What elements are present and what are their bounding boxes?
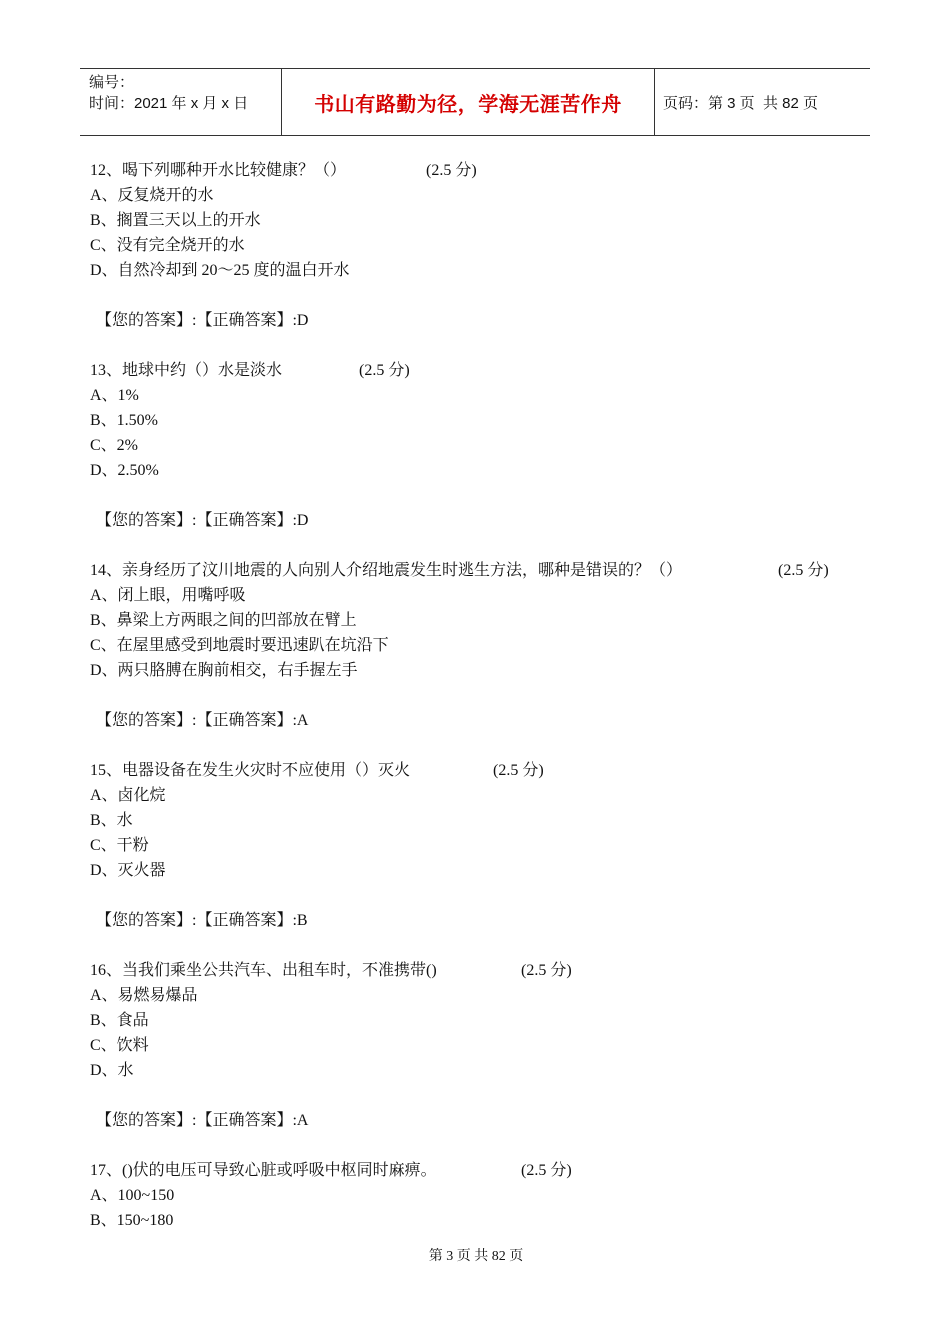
question-title-line <box>90 158 870 183</box>
question-score: (2.5 分) <box>359 362 410 379</box>
header-time: 时间：2021 年 x 月 x 日 <box>89 95 249 112</box>
question-block <box>90 158 870 358</box>
question-title-line <box>90 758 870 783</box>
header-number: 编号： <box>89 74 135 91</box>
answer-option: D、水 <box>90 1062 134 1079</box>
answer-option: C、2% <box>90 437 139 454</box>
header-motto-cell <box>282 69 655 135</box>
question-title: 16、当我们乘坐公共汽车、出租车时，不准携带() <box>90 962 437 979</box>
answer-option: A、1% <box>90 387 139 404</box>
answer-option: D、两只胳膊在胸前相交，右手握左手 <box>90 662 358 679</box>
answer-option: A、卤化烷 <box>90 787 166 804</box>
question-title: 13、地球中约（）水是淡水 <box>90 362 283 379</box>
question-list <box>90 158 870 1233</box>
question-block <box>90 958 870 1158</box>
spacer <box>90 933 870 958</box>
answer-option: C、在屋里感受到地震时要迅速趴在坑沿下 <box>90 637 389 654</box>
question-block <box>90 358 870 558</box>
answer-option: B、搁置三天以上的开水 <box>90 212 261 229</box>
answer-option: A、易燃易爆品 <box>90 987 198 1004</box>
header-motto: 书山有路勤为径，学海无涯苦作舟 <box>314 91 622 116</box>
answer-option: D、2.50% <box>90 462 159 479</box>
answer-option: B、水 <box>90 812 133 829</box>
answer-option: C、干粉 <box>90 837 149 854</box>
page-header <box>80 68 870 136</box>
answer-key: 【您的答案】:【正确答案】:D <box>96 312 309 329</box>
question-title: 17、()伏的电压可导致心脏或呼吸中枢同时麻痹。 <box>90 1162 437 1179</box>
answer-option: C、没有完全烧开的水 <box>90 237 245 254</box>
answer-option: B、150~180 <box>90 1212 174 1229</box>
answer-key: 【您的答案】:【正确答案】:B <box>96 912 308 929</box>
question-score: (2.5 分) <box>426 162 477 179</box>
answer-option: D、自然冷却到 20～25 度的温白开水 <box>90 262 350 279</box>
answer-option: B、鼻梁上方两眼之间的凹部放在臂上 <box>90 612 357 629</box>
question-title-line <box>90 358 870 383</box>
spacer <box>90 733 870 758</box>
spacer <box>90 333 870 358</box>
page-footer <box>0 1245 950 1265</box>
question-title: 12、喝下列哪种开水比较健康？（） <box>90 162 347 179</box>
answer-option: B、1.50% <box>90 412 159 429</box>
question-title-line <box>90 1158 870 1183</box>
answer-key: 【您的答案】:【正确答案】:A <box>96 1112 309 1129</box>
answer-key: 【您的答案】:【正确答案】:D <box>96 512 309 529</box>
question-score: (2.5 分) <box>778 562 829 579</box>
question-title-line <box>90 958 870 983</box>
header-meta <box>80 69 282 135</box>
answer-option: D、灭火器 <box>90 862 166 879</box>
question-block <box>90 558 870 758</box>
question-title: 15、电器设备在发生火灾时不应使用（）灭火 <box>90 762 411 779</box>
question-title-line <box>90 558 870 583</box>
question-block <box>90 1158 870 1233</box>
answer-option: B、食品 <box>90 1012 149 1029</box>
question-score: (2.5 分) <box>493 762 544 779</box>
answer-option: A、反复烧开的水 <box>90 187 214 204</box>
answer-option: C、饮料 <box>90 1037 149 1054</box>
question-score: (2.5 分) <box>521 962 572 979</box>
question-title: 14、亲身经历了汶川地震的人向别人介绍地震发生时逃生方法，哪种是错误的？（） <box>90 562 683 579</box>
answer-option: A、100~150 <box>90 1187 175 1204</box>
header-page-info: 页码：第 3 页 共 82 页 <box>663 94 819 112</box>
spacer <box>90 1133 870 1158</box>
spacer <box>90 533 870 558</box>
answer-option: A、闭上眼，用嘴呼吸 <box>90 587 246 604</box>
question-block <box>90 758 870 958</box>
footer-page-number: 第 3 页 共 82 页 <box>428 1249 524 1264</box>
header-page-info-cell <box>655 69 870 135</box>
answer-key: 【您的答案】:【正确答案】:A <box>96 712 309 729</box>
question-score: (2.5 分) <box>521 1162 572 1179</box>
